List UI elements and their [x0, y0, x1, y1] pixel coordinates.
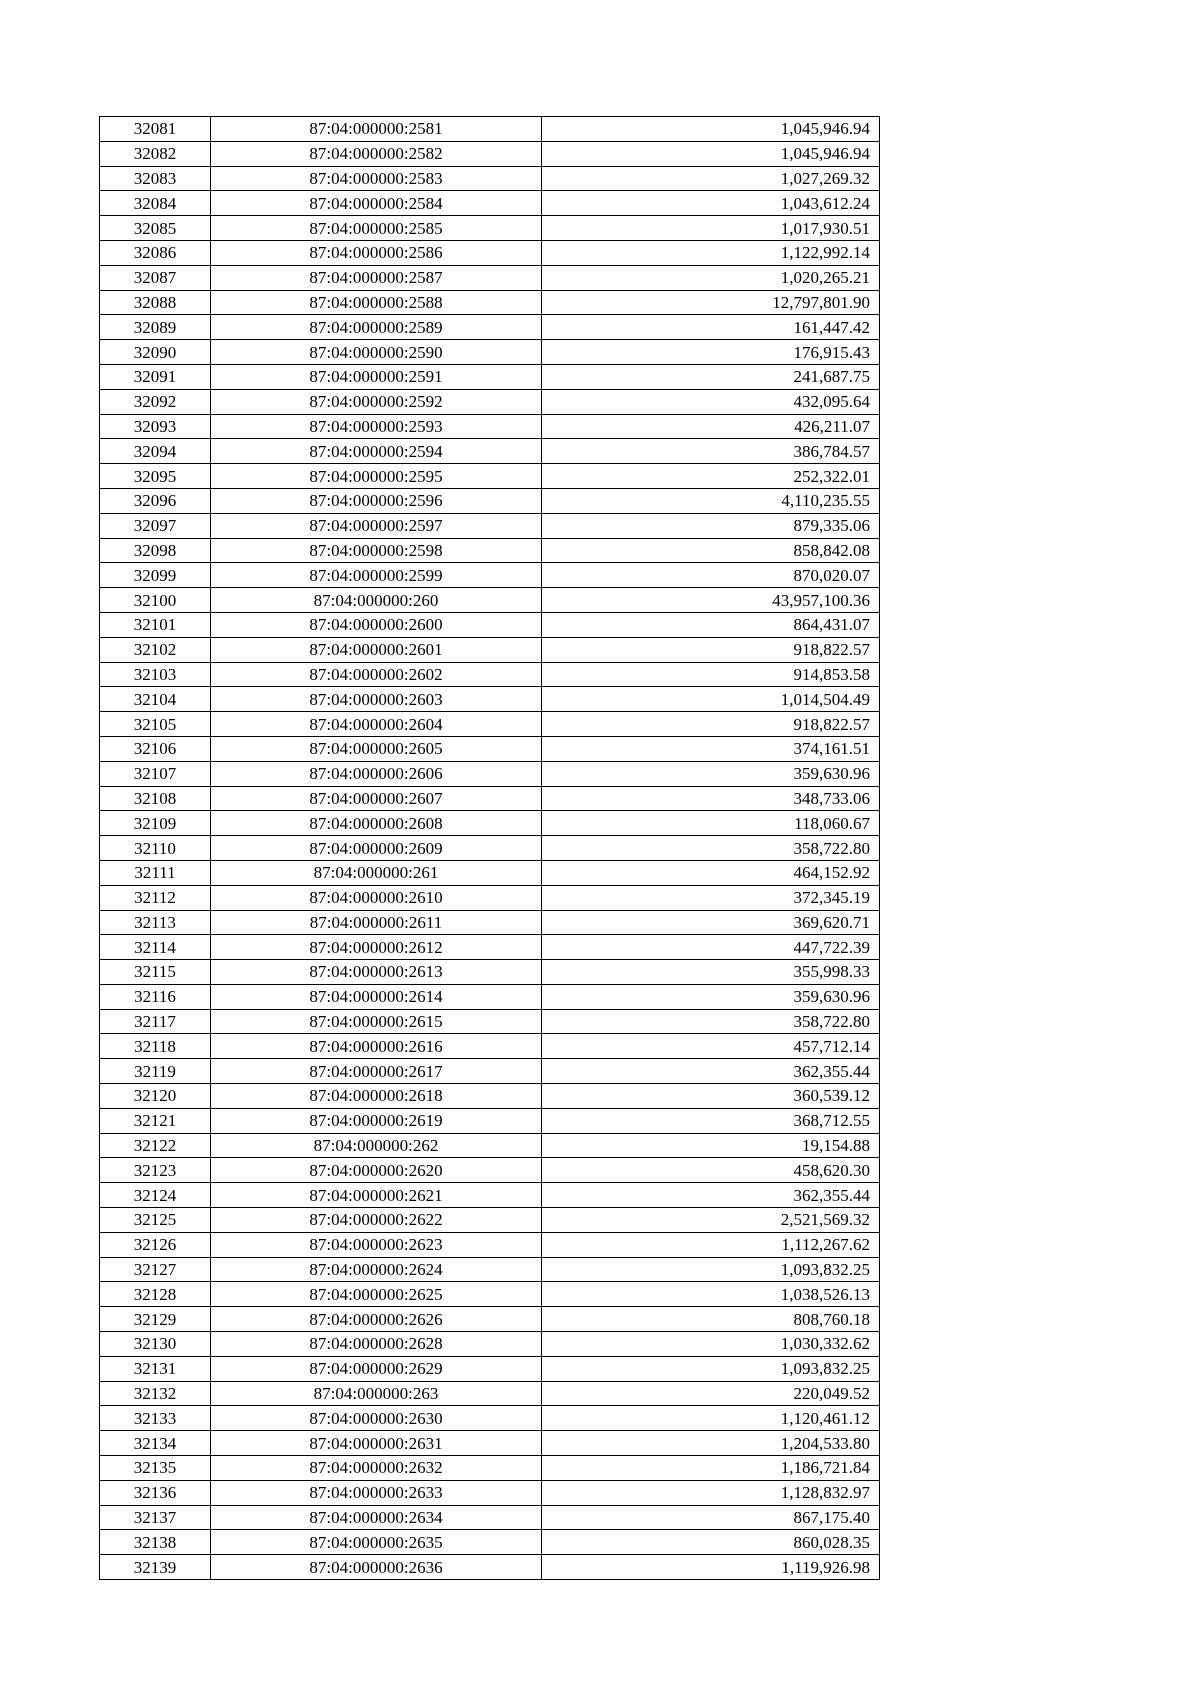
row-number-cell: 32103 [100, 662, 211, 687]
value-cell: 362,355.44 [542, 1183, 880, 1208]
cadastral-number-cell: 87:04:000000:2600 [211, 612, 542, 637]
table-row [100, 1158, 880, 1183]
table-row [100, 1456, 880, 1481]
value-cell: 374,161.51 [542, 736, 880, 761]
value-cell: 355,998.33 [542, 960, 880, 985]
row-number-cell: 32131 [100, 1356, 211, 1381]
table-row [100, 1530, 880, 1555]
cadastral-number-cell: 87:04:000000:2607 [211, 786, 542, 811]
cadastral-number-cell: 87:04:000000:2609 [211, 836, 542, 861]
value-cell: 1,030,332.62 [542, 1332, 880, 1357]
cadastral-number-cell: 87:04:000000:2597 [211, 513, 542, 538]
value-cell: 1,120,461.12 [542, 1406, 880, 1431]
value-cell: 808,760.18 [542, 1307, 880, 1332]
cadastral-number-cell: 87:04:000000:2585 [211, 216, 542, 241]
value-cell: 432,095.64 [542, 389, 880, 414]
table-row [100, 265, 880, 290]
value-cell: 359,630.96 [542, 984, 880, 1009]
table-row [100, 290, 880, 315]
table-row [100, 1084, 880, 1109]
table-row [100, 340, 880, 365]
table-row [100, 389, 880, 414]
cadastral-number-cell: 87:04:000000:263 [211, 1381, 542, 1406]
cadastral-number-cell: 87:04:000000:2604 [211, 712, 542, 737]
cadastral-number-cell: 87:04:000000:2613 [211, 960, 542, 985]
cadastral-number-cell: 87:04:000000:2610 [211, 885, 542, 910]
value-cell: 369,620.71 [542, 910, 880, 935]
value-cell: 252,322.01 [542, 464, 880, 489]
table-row [100, 488, 880, 513]
value-cell: 161,447.42 [542, 315, 880, 340]
table-row [100, 1133, 880, 1158]
table-row [100, 191, 880, 216]
value-cell: 372,345.19 [542, 885, 880, 910]
value-cell: 386,784.57 [542, 439, 880, 464]
row-number-cell: 32093 [100, 414, 211, 439]
table-row [100, 240, 880, 265]
cadastral-number-cell: 87:04:000000:2632 [211, 1456, 542, 1481]
table-row [100, 637, 880, 662]
table-row [100, 439, 880, 464]
value-cell: 458,620.30 [542, 1158, 880, 1183]
table-row [100, 364, 880, 389]
row-number-cell: 32084 [100, 191, 211, 216]
row-number-cell: 32138 [100, 1530, 211, 1555]
row-number-cell: 32095 [100, 464, 211, 489]
value-cell: 879,335.06 [542, 513, 880, 538]
value-cell: 1,186,721.84 [542, 1456, 880, 1481]
table-body [100, 117, 880, 1580]
cadastral-value-table [99, 116, 880, 1580]
cadastral-number-cell: 87:04:000000:2616 [211, 1034, 542, 1059]
cadastral-number-cell: 87:04:000000:2620 [211, 1158, 542, 1183]
cadastral-number-cell: 87:04:000000:2622 [211, 1208, 542, 1233]
table-row [100, 216, 880, 241]
value-cell: 1,204,533.80 [542, 1431, 880, 1456]
table-row [100, 786, 880, 811]
table-row [100, 315, 880, 340]
cadastral-number-cell: 87:04:000000:2594 [211, 439, 542, 464]
value-cell: 368,712.55 [542, 1108, 880, 1133]
row-number-cell: 32128 [100, 1282, 211, 1307]
value-cell: 1,119,926.98 [542, 1555, 880, 1580]
cadastral-number-cell: 87:04:000000:2611 [211, 910, 542, 935]
row-number-cell: 32101 [100, 612, 211, 637]
cadastral-number-cell: 87:04:000000:2581 [211, 117, 542, 142]
row-number-cell: 32090 [100, 340, 211, 365]
row-number-cell: 32086 [100, 240, 211, 265]
cadastral-number-cell: 87:04:000000:2598 [211, 538, 542, 563]
table-row [100, 885, 880, 910]
cadastral-number-cell: 87:04:000000:2624 [211, 1257, 542, 1282]
value-cell: 1,038,526.13 [542, 1282, 880, 1307]
row-number-cell: 32106 [100, 736, 211, 761]
row-number-cell: 32089 [100, 315, 211, 340]
table-row [100, 1332, 880, 1357]
row-number-cell: 32113 [100, 910, 211, 935]
row-number-cell: 32082 [100, 141, 211, 166]
table-row [100, 1183, 880, 1208]
row-number-cell: 32129 [100, 1307, 211, 1332]
row-number-cell: 32132 [100, 1381, 211, 1406]
row-number-cell: 32130 [100, 1332, 211, 1357]
cadastral-number-cell: 87:04:000000:2631 [211, 1431, 542, 1456]
cadastral-number-cell: 87:04:000000:2615 [211, 1009, 542, 1034]
value-cell: 457,712.14 [542, 1034, 880, 1059]
table-row [100, 935, 880, 960]
value-cell: 1,045,946.94 [542, 141, 880, 166]
row-number-cell: 32104 [100, 687, 211, 712]
row-number-cell: 32116 [100, 984, 211, 1009]
table-row [100, 836, 880, 861]
value-cell: 4,110,235.55 [542, 488, 880, 513]
row-number-cell: 32127 [100, 1257, 211, 1282]
row-number-cell: 32110 [100, 836, 211, 861]
cadastral-number-cell: 87:04:000000:2586 [211, 240, 542, 265]
table-row [100, 1406, 880, 1431]
table-row [100, 984, 880, 1009]
value-cell: 1,093,832.25 [542, 1356, 880, 1381]
row-number-cell: 32133 [100, 1406, 211, 1431]
value-cell: 1,045,946.94 [542, 117, 880, 142]
cadastral-number-cell: 87:04:000000:261 [211, 860, 542, 885]
table-row [100, 588, 880, 613]
row-number-cell: 32092 [100, 389, 211, 414]
value-cell: 12,797,801.90 [542, 290, 880, 315]
table-row [100, 1208, 880, 1233]
table-row [100, 464, 880, 489]
row-number-cell: 32099 [100, 563, 211, 588]
cadastral-number-cell: 87:04:000000:2588 [211, 290, 542, 315]
value-cell: 2,521,569.32 [542, 1208, 880, 1233]
table-row [100, 1431, 880, 1456]
table-row [100, 960, 880, 985]
table-row [100, 612, 880, 637]
value-cell: 348,733.06 [542, 786, 880, 811]
cadastral-number-cell: 87:04:000000:2623 [211, 1232, 542, 1257]
table-row [100, 1505, 880, 1530]
row-number-cell: 32134 [100, 1431, 211, 1456]
row-number-cell: 32087 [100, 265, 211, 290]
value-cell: 858,842.08 [542, 538, 880, 563]
value-cell: 1,043,612.24 [542, 191, 880, 216]
cadastral-number-cell: 87:04:000000:2619 [211, 1108, 542, 1133]
table-row [100, 166, 880, 191]
cadastral-number-cell: 87:04:000000:2634 [211, 1505, 542, 1530]
cadastral-number-cell: 87:04:000000:2602 [211, 662, 542, 687]
cadastral-number-cell: 87:04:000000:2595 [211, 464, 542, 489]
row-number-cell: 32094 [100, 439, 211, 464]
value-cell: 914,853.58 [542, 662, 880, 687]
table-row [100, 1059, 880, 1084]
row-number-cell: 32123 [100, 1158, 211, 1183]
value-cell: 176,915.43 [542, 340, 880, 365]
table-row [100, 811, 880, 836]
value-cell: 1,128,832.97 [542, 1480, 880, 1505]
cadastral-number-cell: 87:04:000000:2593 [211, 414, 542, 439]
table-row [100, 1257, 880, 1282]
value-cell: 43,957,100.36 [542, 588, 880, 613]
value-cell: 360,539.12 [542, 1084, 880, 1109]
cadastral-number-cell: 87:04:000000:2584 [211, 191, 542, 216]
row-number-cell: 32109 [100, 811, 211, 836]
cadastral-number-cell: 87:04:000000:2629 [211, 1356, 542, 1381]
value-cell: 362,355.44 [542, 1059, 880, 1084]
row-number-cell: 32125 [100, 1208, 211, 1233]
table-row [100, 712, 880, 737]
row-number-cell: 32108 [100, 786, 211, 811]
cadastral-number-cell: 87:04:000000:2603 [211, 687, 542, 712]
value-cell: 358,722.80 [542, 836, 880, 861]
row-number-cell: 32088 [100, 290, 211, 315]
cadastral-number-cell: 87:04:000000:2608 [211, 811, 542, 836]
cadastral-number-cell: 87:04:000000:2599 [211, 563, 542, 588]
value-cell: 447,722.39 [542, 935, 880, 960]
value-cell: 464,152.92 [542, 860, 880, 885]
cadastral-number-cell: 87:04:000000:2606 [211, 761, 542, 786]
cadastral-number-cell: 87:04:000000:2630 [211, 1406, 542, 1431]
row-number-cell: 32119 [100, 1059, 211, 1084]
row-number-cell: 32121 [100, 1108, 211, 1133]
row-number-cell: 32114 [100, 935, 211, 960]
row-number-cell: 32139 [100, 1555, 211, 1580]
value-cell: 918,822.57 [542, 712, 880, 737]
row-number-cell: 32122 [100, 1133, 211, 1158]
cadastral-number-cell: 87:04:000000:2591 [211, 364, 542, 389]
cadastral-number-cell: 87:04:000000:2635 [211, 1530, 542, 1555]
table-row [100, 1356, 880, 1381]
cadastral-number-cell: 87:04:000000:2583 [211, 166, 542, 191]
table-row [100, 687, 880, 712]
row-number-cell: 32124 [100, 1183, 211, 1208]
value-cell: 359,630.96 [542, 761, 880, 786]
cadastral-number-cell: 87:04:000000:2596 [211, 488, 542, 513]
row-number-cell: 32136 [100, 1480, 211, 1505]
row-number-cell: 32102 [100, 637, 211, 662]
value-cell: 870,020.07 [542, 563, 880, 588]
cadastral-number-cell: 87:04:000000:2628 [211, 1332, 542, 1357]
value-cell: 1,027,269.32 [542, 166, 880, 191]
value-cell: 1,112,267.62 [542, 1232, 880, 1257]
value-cell: 867,175.40 [542, 1505, 880, 1530]
table-row [100, 1009, 880, 1034]
cadastral-number-cell: 87:04:000000:2587 [211, 265, 542, 290]
cadastral-number-cell: 87:04:000000:2592 [211, 389, 542, 414]
row-number-cell: 32137 [100, 1505, 211, 1530]
cadastral-number-cell: 87:04:000000:2601 [211, 637, 542, 662]
row-number-cell: 32085 [100, 216, 211, 241]
value-cell: 918,822.57 [542, 637, 880, 662]
table-row [100, 538, 880, 563]
row-number-cell: 32091 [100, 364, 211, 389]
table-row [100, 1381, 880, 1406]
cadastral-number-cell: 87:04:000000:2621 [211, 1183, 542, 1208]
table-row [100, 1555, 880, 1580]
value-cell: 1,122,992.14 [542, 240, 880, 265]
table-row [100, 1108, 880, 1133]
value-cell: 1,017,930.51 [542, 216, 880, 241]
cadastral-number-cell: 87:04:000000:2605 [211, 736, 542, 761]
table-row [100, 761, 880, 786]
cadastral-number-cell: 87:04:000000:2625 [211, 1282, 542, 1307]
row-number-cell: 32096 [100, 488, 211, 513]
value-cell: 1,014,504.49 [542, 687, 880, 712]
cadastral-number-cell: 87:04:000000:2582 [211, 141, 542, 166]
cadastral-number-cell: 87:04:000000:2617 [211, 1059, 542, 1084]
row-number-cell: 32098 [100, 538, 211, 563]
row-number-cell: 32120 [100, 1084, 211, 1109]
table-row [100, 736, 880, 761]
table-row [100, 1034, 880, 1059]
row-number-cell: 32105 [100, 712, 211, 737]
value-cell: 358,722.80 [542, 1009, 880, 1034]
table-row [100, 563, 880, 588]
row-number-cell: 32083 [100, 166, 211, 191]
cadastral-number-cell: 87:04:000000:2636 [211, 1555, 542, 1580]
table-row [100, 910, 880, 935]
value-cell: 864,431.07 [542, 612, 880, 637]
cadastral-number-cell: 87:04:000000:2612 [211, 935, 542, 960]
value-cell: 1,093,832.25 [542, 1257, 880, 1282]
cadastral-number-cell: 87:04:000000:2618 [211, 1084, 542, 1109]
value-cell: 1,020,265.21 [542, 265, 880, 290]
table-row [100, 1232, 880, 1257]
row-number-cell: 32111 [100, 860, 211, 885]
value-cell: 118,060.67 [542, 811, 880, 836]
table-row [100, 662, 880, 687]
cadastral-number-cell: 87:04:000000:2626 [211, 1307, 542, 1332]
row-number-cell: 32126 [100, 1232, 211, 1257]
table-row [100, 117, 880, 142]
table-row [100, 1282, 880, 1307]
value-cell: 860,028.35 [542, 1530, 880, 1555]
cadastral-number-cell: 87:04:000000:262 [211, 1133, 542, 1158]
cadastral-number-cell: 87:04:000000:2589 [211, 315, 542, 340]
table-row [100, 513, 880, 538]
cadastral-number-cell: 87:04:000000:260 [211, 588, 542, 613]
table-row [100, 1480, 880, 1505]
row-number-cell: 32118 [100, 1034, 211, 1059]
row-number-cell: 32100 [100, 588, 211, 613]
table-row [100, 860, 880, 885]
row-number-cell: 32097 [100, 513, 211, 538]
row-number-cell: 32117 [100, 1009, 211, 1034]
row-number-cell: 32112 [100, 885, 211, 910]
value-cell: 241,687.75 [542, 364, 880, 389]
value-cell: 19,154.88 [542, 1133, 880, 1158]
value-cell: 220,049.52 [542, 1381, 880, 1406]
cadastral-number-cell: 87:04:000000:2633 [211, 1480, 542, 1505]
cadastral-number-cell: 87:04:000000:2590 [211, 340, 542, 365]
row-number-cell: 32081 [100, 117, 211, 142]
row-number-cell: 32115 [100, 960, 211, 985]
table-row [100, 414, 880, 439]
cadastral-number-cell: 87:04:000000:2614 [211, 984, 542, 1009]
row-number-cell: 32135 [100, 1456, 211, 1481]
table-row [100, 141, 880, 166]
value-cell: 426,211.07 [542, 414, 880, 439]
table-row [100, 1307, 880, 1332]
row-number-cell: 32107 [100, 761, 211, 786]
